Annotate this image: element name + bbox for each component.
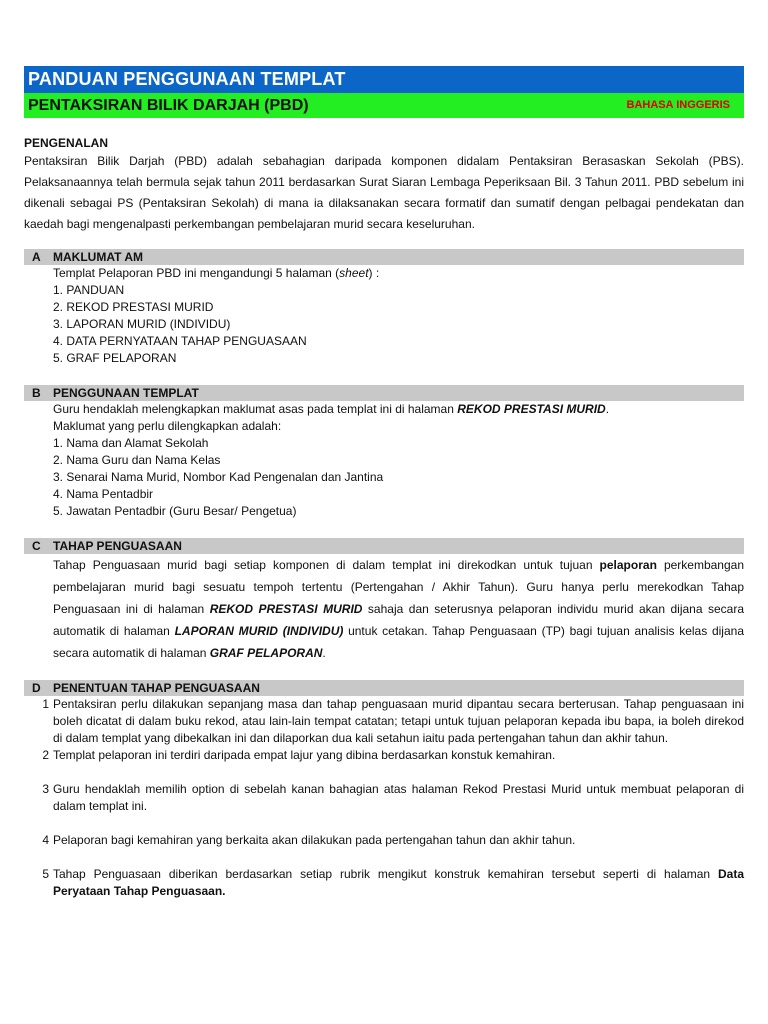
section-d-list [24, 696, 744, 900]
intro-section [24, 136, 744, 235]
list-item [24, 832, 744, 849]
section-c-header [24, 538, 744, 554]
section-d [24, 680, 744, 900]
text: Guru hendaklah melengkapkan maklumat asas pada templat ini di halaman [53, 402, 458, 416]
item-text: Pentaksiran perlu dilakukan sepanjang masa dan tahap penguasaan murid dipantau secara berterusan. Tahap penguasaan ini boleh dicatat di dalam buku rekod, atau lain-lain tempat catatan; tetapi untuk tujuan pelaporan kepada ibu bapa, ia boleh direkod di dalam templat yang dibekalkan ini dan dilaporkan dua kali setahun iaitu pada pertengahan tahun dan akhir tahun. [53, 697, 744, 745]
list-item [24, 866, 744, 900]
item-text: Templat pelaporan ini terdiri daripada empat lajur yang dibina berdasarkan konstuk kemahiran. [53, 748, 556, 762]
page-title: PANDUAN PENGGUNAAN TEMPLAT [24, 66, 744, 93]
intro-text: Templat Pelaporan PBD ini mengandungi 5 halaman ( [53, 266, 340, 280]
text: perkembangan pembelajaran murid bagi sesuatu tempoh tertentu (Pertengahan / Akhir Tahun). Guru hanya perlu merekodkan Tahap Penguasaan ini di halaman [53, 558, 745, 616]
list-item: 5. GRAF PELAPORAN [53, 351, 177, 365]
list-item: 4. Nama Pentadbir [53, 487, 154, 501]
text: . [322, 646, 326, 660]
section-d-header [24, 680, 744, 696]
item-number: 1 [42, 697, 49, 711]
item-text: Pelaporan bagi kemahiran yang berkaita akan dilakukan pada pertengahan tahun dan akhir tahun. [53, 833, 576, 847]
section-title: TAHAP PENGUASAAN [53, 539, 182, 553]
sheet-ref: GRAF PELAPORAN [209, 646, 323, 660]
guide-page [24, 66, 744, 900]
section-a-body [24, 265, 744, 367]
list-item: 2. REKOD PRESTASI MURID [53, 300, 214, 314]
section-title: PENENTUAN TAHAP PENGUASAAN [53, 681, 260, 695]
list-item: 2. Nama Guru dan Nama Kelas [53, 453, 221, 467]
intro-italic: sheet [339, 266, 369, 280]
section-a-header [24, 249, 744, 265]
section-a-intro [53, 265, 744, 282]
section-b [24, 385, 744, 520]
list-item: 3. Senarai Nama Murid, Nombor Kad Pengenalan dan Jantina [53, 470, 384, 484]
section-letter: D [32, 681, 41, 695]
sheet-ref: REKOD PRESTASI MURID [209, 602, 363, 616]
text: Tahap Penguasaan murid bagi setiap komponen di dalam templat ini direkodkan untuk tujuan [53, 558, 600, 572]
text: untuk cetakan. Tahap Penguasaan (TP) bagi tujuan analisis kelas dijana secara automatik di halaman [53, 624, 744, 660]
list-item [24, 696, 744, 747]
subject-label: BAHASA INGGERIS [626, 99, 730, 111]
list-item [24, 747, 744, 764]
section-c-paragraph [24, 554, 744, 664]
item-number: 5 [42, 867, 49, 881]
item-number: 3 [42, 782, 49, 796]
intro-paragraph: Pentaksiran Bilik Darjah (PBD) adalah sebahagian daripada komponen didalam Pentaksiran Berasaskan Sekolah (PBS). Pelaksanaannya telah bermula sejak tahun 2011 berdasarkan Surat Siaran Lembaga Peperiksaan Bil. 3 Tahun 2011. PBD sebelum ini dikenali sebagai PS (Pentaksiran Sekolah) di mana ia dilaksanakan secara formatif dan sumatif dengan pelbagai pendekatan dan kaedah bagi mengenalpasti perkembangan pembelajaran murid secara keseluruhan. [24, 154, 744, 231]
item-number: 4 [42, 833, 49, 847]
list-item: 3. LAPORAN MURID (INDIVIDU) [53, 317, 231, 331]
sheet-ref: REKOD PRESTASI MURID [457, 402, 606, 416]
page-subtitle: PENTAKSIRAN BILIK DARJAH (PBD) [28, 97, 309, 114]
section-b-line2: Maklumat yang perlu dilengkapkan adalah: [53, 419, 282, 433]
text: . [605, 402, 610, 416]
list-item: 1. PANDUAN [53, 283, 125, 297]
section-b-header [24, 385, 744, 401]
section-title: MAKLUMAT AM [53, 250, 143, 264]
list-item: 1. Nama dan Alamat Sekolah [53, 436, 209, 450]
item-number: 2 [42, 748, 49, 762]
intro-heading: PENGENALAN [24, 136, 109, 150]
emphasis: pelaporan [599, 558, 657, 572]
section-b-body [24, 401, 744, 520]
item-text: Guru hendaklah memilih option di sebelah kanan bahagian atas halaman Rekod Prestasi Murid untuk membuat pelaporan di dalam templat ini. [53, 782, 744, 813]
text: sahaja dan seterusnya pelaporan individu murid akan dijana secara automatik di halaman [53, 602, 745, 638]
item-text [53, 866, 744, 900]
section-letter: A [32, 250, 41, 264]
list-item: 4. DATA PERNYATAAN TAHAP PENGUASAAN [53, 334, 307, 348]
text: Tahap Penguasaan diberikan berdasarkan setiap rubrik mengikut konstruk kemahiran tersebut seperti di halaman [53, 867, 718, 881]
section-letter: C [32, 539, 41, 553]
list-item: 5. Jawatan Pentadbir (Guru Besar/ Pengetua) [53, 504, 297, 518]
section-b-line1 [53, 401, 744, 418]
section-c [24, 538, 744, 664]
sheet-ref: Data Peryataan Tahap Penguasaan. [53, 867, 744, 898]
section-title: PENGGUNAAN TEMPLAT [53, 386, 199, 400]
intro-text-end: ) : [368, 266, 380, 280]
subtitle-bar [24, 93, 744, 118]
section-a [24, 249, 744, 367]
sheet-ref: LAPORAN MURID (INDIVIDU) [174, 624, 344, 638]
section-letter: B [32, 386, 41, 400]
list-item [24, 781, 744, 815]
